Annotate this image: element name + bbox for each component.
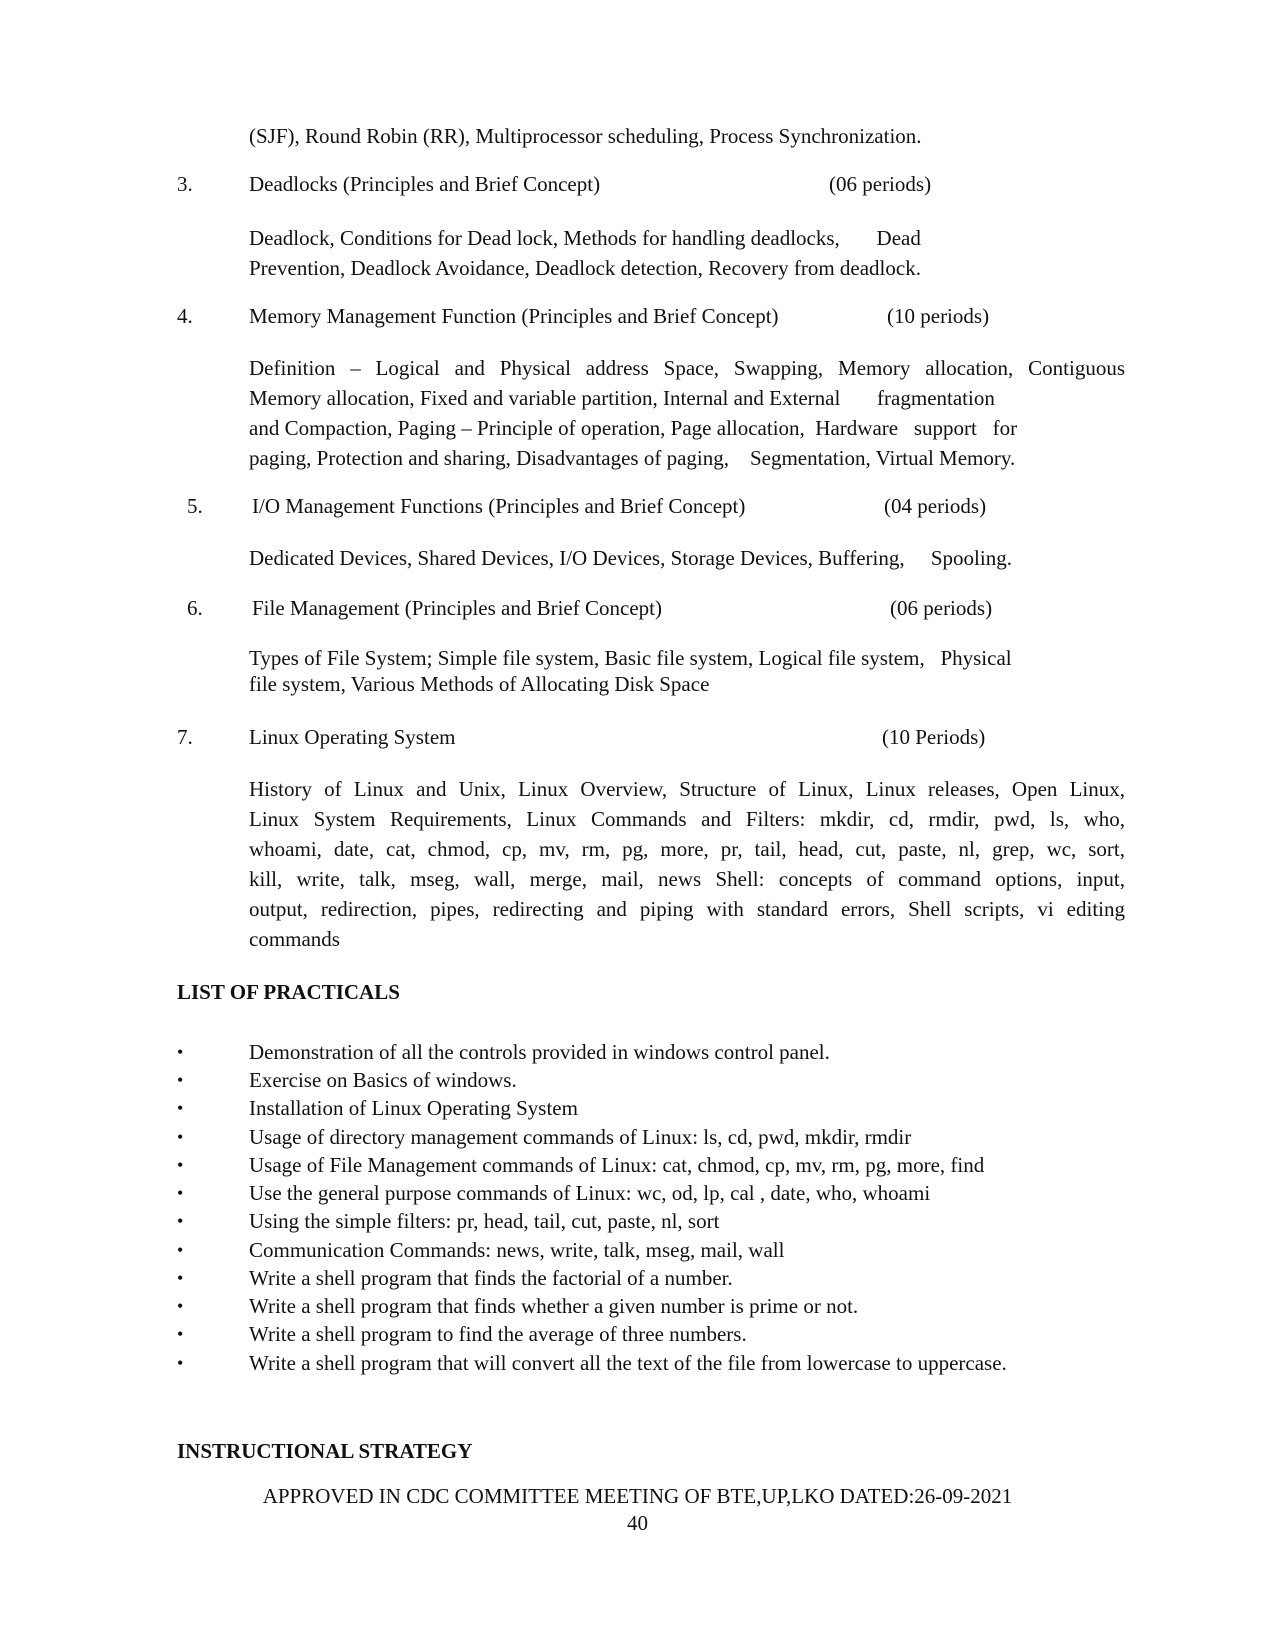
- section-periods: (06 periods): [829, 172, 932, 196]
- bullet-icon: •: [177, 1296, 184, 1316]
- section-body-line: whoami, date, cat, chmod, cp, mv, rm, pg, more, pr, tail, head, cut, paste, nl, grep, wc, sort,: [249, 837, 1125, 861]
- section-periods: (06 periods): [890, 596, 993, 620]
- list-item: Usage of directory management commands of Linux: ls, cd, pwd, mkdir, rmdir: [249, 1125, 912, 1149]
- page-number: 40: [627, 1511, 648, 1535]
- strategy-heading: INSTRUCTIONAL STRATEGY: [177, 1439, 473, 1463]
- list-item: Usage of File Management commands of Linux: cat, chmod, cp, mv, rm, pg, more, find: [249, 1153, 985, 1177]
- practicals-heading: LIST OF PRACTICALS: [177, 980, 400, 1004]
- section-body-line: Prevention, Deadlock Avoidance, Deadlock detection, Recovery from deadlock.: [249, 256, 921, 280]
- bullet-icon: •: [177, 1042, 184, 1062]
- bullet-icon: •: [177, 1240, 184, 1260]
- bullet-icon: •: [177, 1353, 184, 1373]
- bullet-icon: •: [177, 1268, 184, 1288]
- section-body-line: Memory allocation, Fixed and variable partition, Internal and External fragmentation: [249, 386, 995, 410]
- bullet-icon: •: [177, 1098, 184, 1118]
- section-body-line: Deadlock, Conditions for Dead lock, Methods for handling deadlocks, Dead: [249, 226, 921, 250]
- list-item: Using the simple filters: pr, head, tail, cut, paste, nl, sort: [249, 1209, 720, 1233]
- list-item: Write a shell program that finds the factorial of a number.: [249, 1266, 733, 1290]
- section-body-line: paging, Protection and sharing, Disadvantages of paging, Segmentation, Virtual Memory.: [249, 446, 1016, 470]
- section-number: 5.: [187, 494, 203, 518]
- section-periods: (04 periods): [884, 494, 987, 518]
- section-body-line: Linux System Requirements, Linux Commands and Filters: mkdir, cd, rmdir, pwd, ls, who,: [249, 807, 1125, 831]
- section-title: Linux Operating System: [249, 725, 456, 749]
- bullet-icon: •: [177, 1211, 184, 1231]
- section-body-line: Dedicated Devices, Shared Devices, I/O Devices, Storage Devices, Buffering, Spooling.: [249, 546, 1012, 570]
- section-periods: (10 periods): [887, 304, 990, 328]
- list-item: Installation of Linux Operating System: [249, 1096, 578, 1120]
- list-item: Demonstration of all the controls provided in windows control panel.: [249, 1040, 830, 1064]
- section-periods: (10 Periods): [882, 725, 986, 749]
- bullet-icon: •: [177, 1183, 184, 1203]
- section-body-line: kill, write, talk, mseg, wall, merge, mail, news Shell: concepts of command options, input,: [249, 867, 1125, 891]
- section-number: 7.: [177, 725, 193, 749]
- list-item: Write a shell program to find the average of three numbers.: [249, 1322, 747, 1346]
- bullet-icon: •: [177, 1127, 184, 1147]
- list-item: Use the general purpose commands of Linux: wc, od, lp, cal , date, who, whoami: [249, 1181, 931, 1205]
- section-body-line: Types of File System; Simple file system, Basic file system, Logical file system, Physical: [249, 646, 1012, 670]
- section-body-line: and Compaction, Paging – Principle of operation, Page allocation, Hardware support for: [249, 416, 1018, 440]
- section-title: Deadlocks (Principles and Brief Concept): [249, 172, 601, 196]
- bullet-icon: •: [177, 1070, 184, 1090]
- approval-footer: APPROVED IN CDC COMMITTEE MEETING OF BTE,UP,LKO DATED:26-09-2021: [262, 1484, 1013, 1508]
- list-item: Exercise on Basics of windows.: [249, 1068, 517, 1092]
- bullet-icon: •: [177, 1155, 184, 1175]
- list-item: Write a shell program that finds whether a given number is prime or not.: [249, 1294, 859, 1318]
- section-body-line: output, redirection, pipes, redirecting and piping with standard errors, Shell scripts, vi editing: [249, 897, 1125, 921]
- list-item: Communication Commands: news, write, talk, mseg, mail, wall: [249, 1238, 785, 1262]
- section-number: 3.: [177, 172, 193, 196]
- section-body-line: Definition – Logical and Physical address Space, Swapping, Memory allocation, Contiguous: [249, 356, 1125, 380]
- list-item: Write a shell program that will convert all the text of the file from lowercase to uppercase.: [249, 1351, 1007, 1375]
- section-body-line: commands: [249, 927, 340, 951]
- section-body-line: file system, Various Methods of Allocating Disk Space: [249, 672, 710, 696]
- bullet-icon: •: [177, 1324, 184, 1344]
- section-title: I/O Management Functions (Principles and Brief Concept): [252, 494, 746, 518]
- section-number: 4.: [177, 304, 193, 328]
- section-title: Memory Management Function (Principles and Brief Concept): [249, 304, 779, 328]
- section-body-line: History of Linux and Unix, Linux Overview, Structure of Linux, Linux releases, Open Linux,: [249, 777, 1125, 801]
- intro-line: (SJF), Round Robin (RR), Multiprocessor scheduling, Process Synchronization.: [249, 124, 922, 148]
- section-number: 6.: [187, 596, 203, 620]
- section-title: File Management (Principles and Brief Concept): [252, 596, 662, 620]
